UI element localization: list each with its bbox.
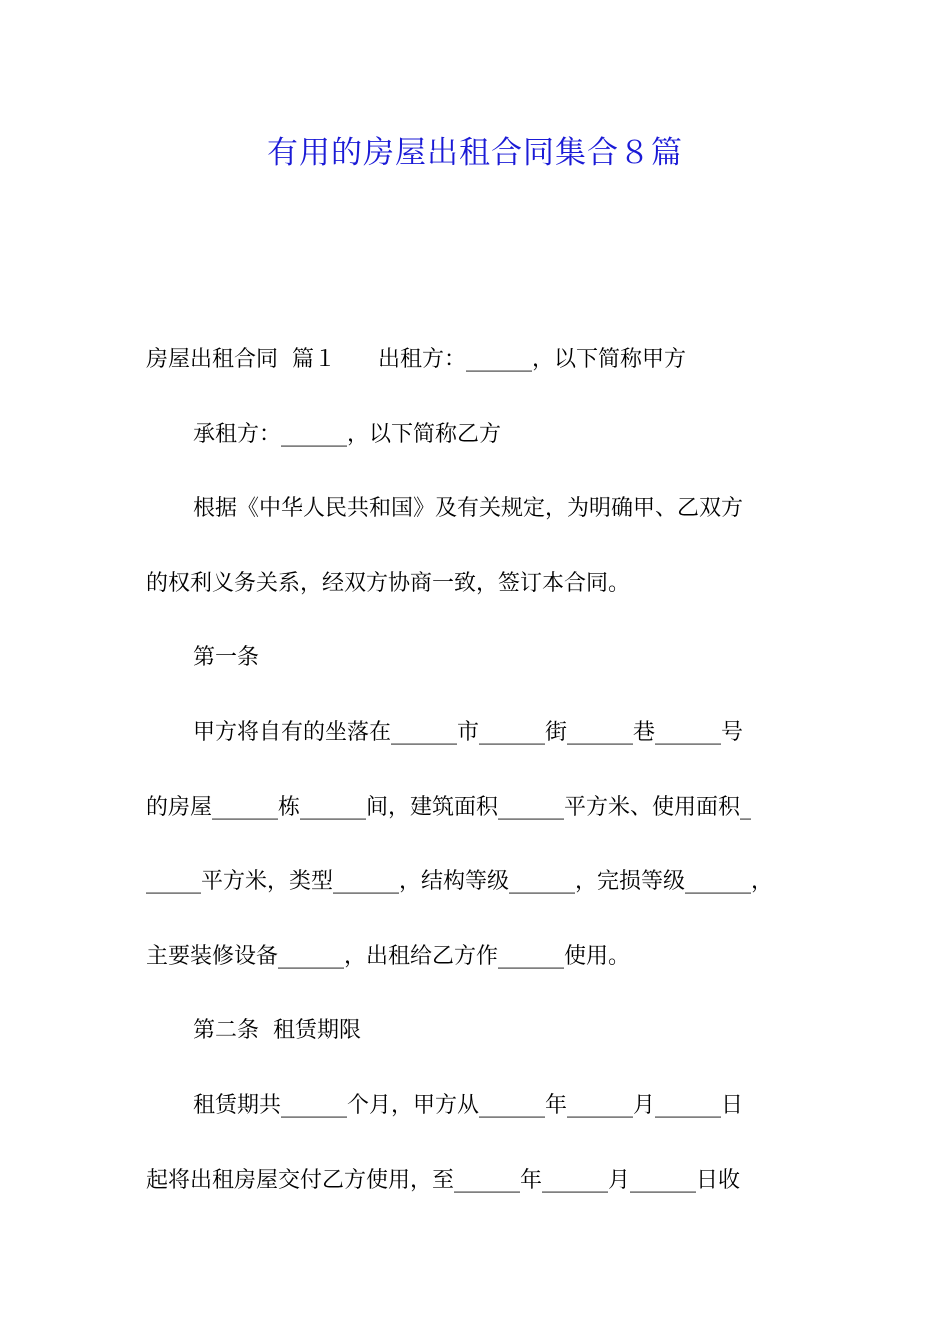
paragraph-line-term-cont: 起将出租房屋交付乙方使用，至______年______月______日收	[146, 1168, 741, 1193]
paragraph-line-type: _____平方米，类型______，结构等级______，完损等级______，	[146, 869, 774, 894]
paragraph-line-area: 的房屋______栋______间，建筑面积______平方米、使用面积_	[146, 795, 752, 820]
paragraph-line-equipment: 主要装修设备______，出租给乙方作______使用。	[146, 944, 631, 969]
paragraph-line-basis-cont: 的权利义务关系，经双方协商一致，签订本合同。	[146, 571, 631, 596]
article-one-heading: 第一条	[193, 645, 260, 670]
paragraph-line-basis: 根据《中华人民共和国》及有关规定，为明确甲、乙双方	[193, 496, 744, 521]
paragraph-line-heading-lessor: 房屋出租合同 篇１ 出租方：______，以下简称甲方	[146, 347, 686, 372]
paragraph-line-location: 甲方将自有的坐落在______市______街______巷______号	[193, 720, 744, 745]
article-two-heading: 第二条 租赁期限	[193, 1018, 361, 1043]
paragraph-line-term: 租赁期共______个月，甲方从______年______月______日	[193, 1093, 744, 1118]
document-title: 有用的房屋出租合同集合８篇	[267, 135, 683, 171]
paragraph-line-lessee: 承租方：______，以下简称乙方	[193, 422, 502, 447]
